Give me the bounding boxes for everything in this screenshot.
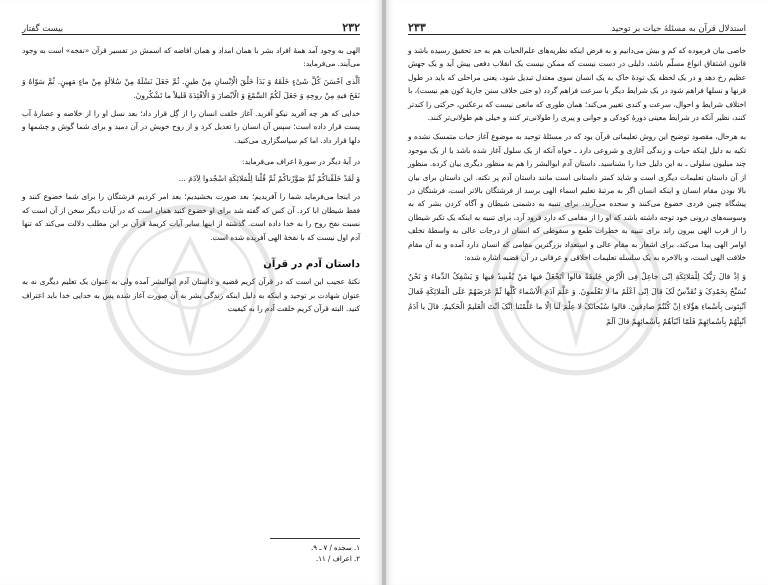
quran-verse: وَ اِذْ قالَ رَبُّکَ لِلْمَلائِکَةِ اِنّی جاعِلٌ فِی الْاَرْضِ خَلیفَةً قالوا اَتَجْعَلُ فیها مَنْ یُفْسِدُ فیها وَ یَسْفِکُ الدِّماءَ وَ نَحْنُ نُسَبِّحُ بِحَمْدِکَ وَ نُقَدِّسُ لَکَ قالَ اِنّی اَعْلَمُ ما لا تَعْلَمونَ. وَ عَلَّمَ آدَمَ الْاَسْماءَ کُلَّها ثُمَّ عَرَضَهُمْ عَلَی الْمَلائِکَةِ فَقالَ اَنْبِئونی بِاَسْماءِ هؤُلاءِ اِنْ کُنْتُمْ صادِقینَ. قالوا سُبْحانَکَ لا عِلْمَ لَنا اِلّا ما عَلَّمْتَنا اِنَّکَ اَنْتَ الْعَلیمُ الْحَکیمُ. قالَ یا آدَمُ اَنْبِئْهُمْ بِاَسْمائِهِمْ فَلَمّا اَنْبَاَهُمْ بِاَسْمائِهِمْ قالَ اَلَمْ — [408, 271, 746, 326]
running-title: بیست گفتار — [22, 24, 64, 34]
right-page-body — [408, 44, 746, 575]
footnote: ۲. اعراف / ۱۱. — [316, 555, 360, 563]
left-page — [0, 0, 382, 585]
paragraph: خاصی بیان فرموده که کم و بیش می‌دانیم و به فرض اینکه نظریه‌های علم‌الحیات هم به حد تحقیق رسیده باشد و قانون اشتقاق انواع مسلّم باشد، دلیلی در دست نیست که ممکن نیست یک انقلاب دفعی پیش آید و یک جهش عظیم رخ دهد و در یک لحظه یک تودهٔ خاک به یک انسان سوی معتدل تبدیل شود، یعنی مراحلی که باید در طول قرنها و نسلها فراهم شود در یک شرایط دیگر با سرعت فراهم گردد (و حتی خلاف سنن جاریهٔ کون هم نیست)، با اختلاف شرایط و احوال، سرعت و کندی تغییر می‌کند؛ همان طوری که مانعی نیست که برعکس، حرکتی را کندتر کنند، نظیر آنکه در شرایط معینی دورهٔ کودکی و جوانی و پیری را طولانی‌تر کنند و خیلی هم طولانی‌تر کنند. — [408, 46, 746, 123]
left-page-header — [22, 18, 360, 35]
running-title: استدلال قرآن به مسئلهٔ حیات بر توحید — [611, 24, 746, 34]
page-number: ۲۳۲ — [342, 21, 360, 34]
page-number: ۲۳۳ — [408, 21, 426, 34]
paragraph: به هرحال، مقصود توضیح این روش تعلیماتی قرآن بود که در مسئلهٔ توحید به موضوع آغاز حیات متمسک نشده و تکیه به دلیل اینکه حیات و زندگی آغازی و شروعی دارد ـ خواه آنکه از یک سلول آغاز شده باشد یا از یک موجود چند میلیون سلولی ـ به این دلیل خدا را بشناسید. داستان آدم ابوالبشر را هم به منظور دیگری بیان کرده. منظور از آن داستان تعلیمات دیگری است و شاید کمتر داستانی است مانند داستان آدم پر نکته. این داستان برای بیان بالا بودن مقام انسان و اینکه انسان اگر به مرتبهٔ تعلیم اسماء الهی برسد از فرشتگان بالاتر است، فرشتگان در پیشگاه چنین فردی خضوع می‌کنند و سجده می‌آرند، برای تنبیه به دشمنی شیطان و آگاه کردن بشر که به وسوسه‌های درونی خود توجه داشته باشد که او را از مقامی که دارد فرود آرد، برای تنبیه به اینکه یک تکبر شیطان را از قرب الهی بیرون راند برای تنبیه به خطرات طمع و سقوطی که انسان از درجات عالی به واسطهٔ تخلف اوامر الهی پیدا می‌کند، برای اشعار به مقام عالی و استعداد بزرگترین مقامی که انسان دارد آمده و به آن مقام خلافت الهی است، و بالاخره به یک سلسله تعلیمات اخلاقی و عرفانی در آن قضیه اشاره شده: — [408, 132, 746, 263]
right-page — [386, 0, 768, 585]
footnote-rule — [270, 538, 360, 539]
paragraph: خدایی که هر چه آفرید نیکو آفرید. آغاز خلقت انسان را از گِل قرار داد؛ بعد نسل او را از خلاصه و عصارهٔ آب پست قرار داده است؛ سپس آن انسان را تعدیل کرد و از روح خویش در آن دمید و برای شما گوش و چشمها و دلها قرار داد. اما کم سپاسگزاری می‌کنید. — [22, 108, 360, 145]
quran-verse: وَ لَقَدْ خَلَقْناکُمْ ثُمَّ صَوَّرْناکُمْ ثُمَّ قُلْنا لِلْمَلائِکَةِ اسْجُدوا لِآدَمَ ... — [178, 174, 360, 184]
paragraph: در آیهٔ دیگر در سورهٔ اعراف می‌فرماید: — [242, 157, 360, 167]
right-page-header — [408, 18, 746, 35]
paragraph: نکتهٔ عجیب این است که در قرآن کریم قضیه و داستان آدم ابوالبشر آمده ولی به عنوان یک تعلیم دیگری نه به عنوان شهادت بر توحید و اینکه به دلیل اینکه زندگی بشر به آن صورت آغاز شده پس به خدایی خدا باید اعتراف کنید. البته قرآن کریم خلقت آدم را به کیفیت — [22, 277, 360, 314]
quran-verse: اَلَّذی اَحْسَنَ کُلَّ شَیْءٍ خَلَقَهُ وَ بَدَاَ خَلْقَ الْاِنْسانِ مِنْ طینٍ. ثُمَّ جَعَلَ نَسْلَهُ مِنْ سُلالَةٍ مِنْ ماءٍ مَهینٍ. ثُمَّ سَوّاهُ وَ نَفَخَ فیهِ مِنْ روحِهِ وَ جَعَلَ لَکُمُ السَّمْعَ وَ الْاَبْصارَ وَ الْاَفْئِدَةَ قَلیلاً ما تَشْکُرونَ. — [22, 76, 360, 100]
footnotes — [22, 538, 360, 565]
section-title: داستان آدم در قرآن — [263, 259, 360, 271]
left-page-body — [22, 44, 360, 575]
footnote: ۱. سجده / ۷ ـ ۹. — [310, 544, 360, 552]
paragraph: الهی به وجود آمد همهٔ افراد بشر با همان امداد و همان افاضه که اسمش در تفسیر قرآن «نفخه» است به وجود می‌آیند. می‌فرماید: — [22, 46, 360, 69]
paragraph: در اینجا می‌فرماید شما را آفریدیم؛ بعد صورت بخشیدیم؛ بعد امر کردیم فرشتگان را برای شما خضوع کنند و فقط شیطان ابا کرد. آن کس که گفته شد برای او خضوع کنید همان است که در آیات دیگر سخن از آن است که نسبت نفخ روح را به خدا داده است. گذشته از اینها سایر آیات کریمهٔ قرآن بر این مطلب دلالت می‌کند که تنها آدم اول نیست که با نفخهٔ الهی آفریده شده است. — [22, 192, 360, 242]
